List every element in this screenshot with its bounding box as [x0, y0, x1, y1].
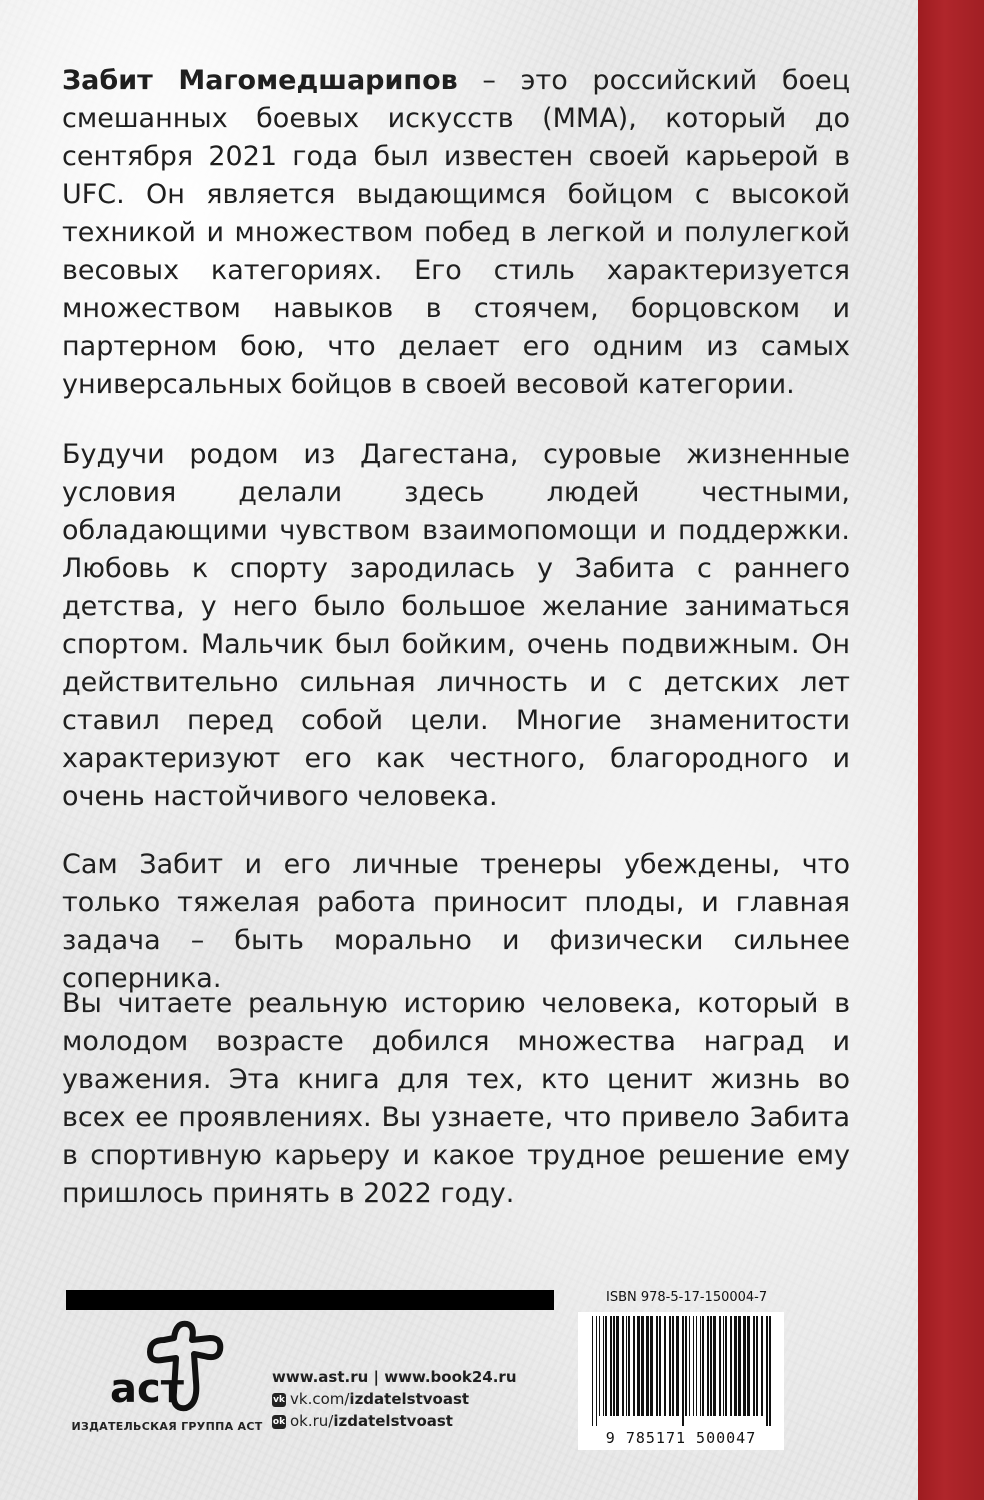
red-spine-stripe [918, 0, 984, 1500]
barcode-bars-icon [584, 1316, 778, 1426]
ast-logo-icon [92, 1320, 242, 1420]
isbn-label: ISBN 978-5-17-150004-7 [606, 1290, 768, 1305]
annotation-paragraph-3: Сам Забит и его личные тренеры убеждены, что только тяжелая работа приносит плоды, и главная задача – быть морально и физически сильнее соперника. [62, 849, 850, 994]
isbn-barcode [578, 1290, 784, 1450]
website-links[interactable] [272, 1366, 517, 1388]
annotation-paragraph-4: Вы читаете реальную историю человека, который в молодом возрасте добился множества наград и уважения. Эта книга для тех, кто ценит жизнь во всех ее проявлениях. Вы узнаете, что привело Забита в спортивную карьеру и какое трудное решение ему пришлось принять в 2022 году. [62, 988, 850, 1209]
publisher-logo [62, 1320, 272, 1440]
sites-text[interactable]: www.ast.ru | www.book24.ru [272, 1368, 517, 1386]
barcode-area [578, 1312, 784, 1450]
author-name: Забит Магомедшарипов [62, 65, 458, 96]
ok-handle[interactable]: izdatelstvoast [333, 1412, 453, 1430]
ok-prefix: ok.ru/ [290, 1412, 334, 1430]
paragraph-1-text: – это российский боец смешанных боевых искусств (ММА), который до сентября 2021 года был известен своей карьерой в UFC. Он является выдающимся бойцом с высокой техникой и множеством побед в легкой и полулегкой весовых категориях. Его стиль характеризуется множеством навыков в стоячем, борцовском и партерном бою, что делает его одним из самых универсальных бойцов в своей весовой категории. [62, 65, 850, 400]
ok-link[interactable] [272, 1410, 517, 1432]
black-divider-bar [66, 1290, 554, 1310]
annotation-paragraph-2: Будучи родом из Дагестана, суровые жизненные условия делали здесь людей честными, обладающими чувством взаимопомощи и поддержки. Любовь к спорту зародилась у Забита с раннего детства, у него было большое желание заниматься спортом. Мальчик был бойким, очень подвижным. Он действительно сильная личность и с детских лет ставил перед собой цели. Многие знаменитости характеризуют его как честного, благородного и очень настойчивого человека. [62, 439, 850, 812]
vk-handle[interactable]: izdatelstvoast [349, 1390, 470, 1408]
vk-icon: vk [273, 1394, 285, 1405]
ok-icon: ok [272, 1416, 286, 1427]
logo-text: аст [110, 1366, 184, 1412]
annotation-paragraph-1 [62, 62, 850, 404]
publisher-links [272, 1366, 517, 1432]
barcode-digits: 9 785171 500047 [605, 1429, 757, 1447]
publisher-caption: ИЗДАТЕЛЬСКАЯ ГРУППА АСТ [71, 1420, 263, 1433]
vk-link[interactable] [272, 1388, 517, 1410]
vk-prefix: vk.com/ [290, 1390, 350, 1408]
